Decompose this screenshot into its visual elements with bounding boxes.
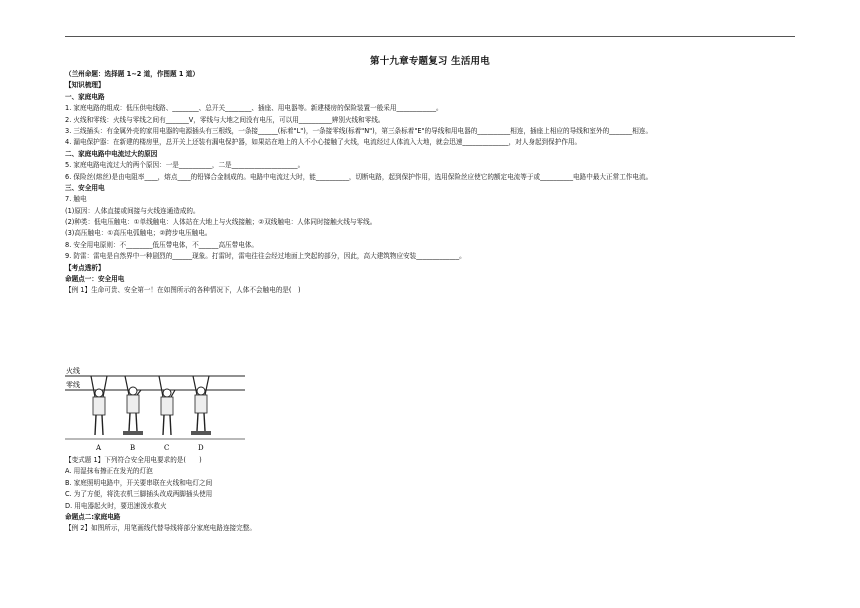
person-d bbox=[191, 376, 211, 435]
example-question: 【例 2】如图所示，用笔画线代替导线将部分家庭电路连接完整。 bbox=[65, 524, 256, 533]
proposition-heading: 命题点一：安全用电 bbox=[65, 275, 125, 284]
analysis-heading: 【考点透析】 bbox=[65, 263, 105, 272]
person-c bbox=[159, 376, 175, 435]
question-item: 3. 三线插头：有金属外壳的家用电器的电源插头有三根线，一条接______(标着"L")，一条接零线(标着"N")，第三条标着"E"的导线和用电器的__________相连，插座上相应的导线和室外的_______相连。 bbox=[65, 126, 653, 135]
electric-shock-diagram bbox=[65, 365, 245, 455]
question-item: 9. 防雷：雷电是自然界中一种剧烈的______现象。打雷时，雷电往往会经过地面上突起的部分，因此，高大建筑物应安装_____________。 bbox=[65, 252, 466, 261]
question-item: 4. 漏电保护器：在新建的楼房里，总开关上还装有漏电保护器，如果站在地上的人不小心接触了火线，电流经过人体流入大地，就会迅速______________，对人身起到保护作用。 bbox=[65, 138, 582, 147]
question-item: 6. 保险丝(熔丝)是由电阻率____，熔点____的铅锑合金制成的。电路中电流过大时，能__________，切断电路，起到保护作用，选用保险丝应使它的额定电流等于或__________电路中最大正常工作电流。 bbox=[65, 172, 653, 181]
answer-option-a: A. 用湿抹布擦正在发光的灯泡 bbox=[65, 467, 153, 476]
person-b bbox=[123, 376, 143, 435]
example-question: 【例 1】生命可贵、安全第一！在如图所示的各种情况下，人体不会触电的是( ) bbox=[65, 286, 301, 295]
page-title: 第十九章专题复习 生活用电 bbox=[370, 56, 490, 67]
live-wire-label: 火线 bbox=[66, 367, 80, 375]
question-item: (3)高压触电：①高压电弧触电；②跨步电压触电。 bbox=[65, 229, 212, 238]
header-rule bbox=[65, 36, 795, 37]
content-top bbox=[65, 70, 805, 298]
question-item: 7. 触电 bbox=[65, 195, 87, 204]
question-item: 2. 火线和零线：火线与零线之间有_______V，零线与大地之间没有电压，可以用__________辨别火线和零线。 bbox=[65, 115, 385, 124]
section-heading: 二、家庭电路中电流过大的原因 bbox=[65, 149, 158, 158]
answer-option-d: D. 用电器起火时，要迅速泼水救火 bbox=[65, 501, 167, 510]
content-bottom bbox=[65, 456, 805, 536]
question-item: 8. 安全用电原则：不________低压带电体，不______高压带电体。 bbox=[65, 240, 259, 249]
electric-shock-figure bbox=[65, 365, 245, 455]
section-heading: 一、家庭电路 bbox=[65, 92, 105, 101]
question-item: 1. 家庭电路的组成：低压供电线路、________、总开关________、插座、用电器等。新建楼房的保险装置一般采用____________。 bbox=[65, 104, 443, 113]
exam-note: （兰州命题：选择题 1~2 道，作图题 1 道） bbox=[65, 70, 199, 78]
option-label-d: D bbox=[198, 444, 204, 452]
answer-option-c: C. 为了方便，将洗衣机三脚插头改成两脚插头使用 bbox=[65, 490, 213, 499]
option-label-b: B bbox=[130, 444, 136, 452]
section-heading: 三、安全用电 bbox=[65, 183, 105, 192]
knowledge-heading: 【知识梳理】 bbox=[65, 81, 105, 90]
neutral-wire-label: 零线 bbox=[66, 381, 80, 389]
question-item: (1)原因：人体直接或间接与火线连通造成的。 bbox=[65, 206, 200, 215]
question-item: (2)种类：低电压触电：①单线触电：人体站在大地上与火线接触；②双线触电：人体同时接触火线与零线。 bbox=[65, 218, 377, 227]
answer-option-b: B. 家庭照明电路中，开关要串联在火线和电灯之间 bbox=[65, 478, 213, 487]
proposition-heading: 命题点二:家庭电路 bbox=[65, 512, 121, 521]
question-item: 5. 家庭电路电流过大的两个原因：一是__________，二是____________________。 bbox=[65, 161, 305, 170]
option-label-c: C bbox=[164, 444, 170, 452]
option-label-a: A bbox=[96, 444, 102, 452]
person-a bbox=[91, 376, 107, 435]
variant-question: 【变式题 1】下列符合安全用电要求的是( ) bbox=[65, 456, 202, 464]
